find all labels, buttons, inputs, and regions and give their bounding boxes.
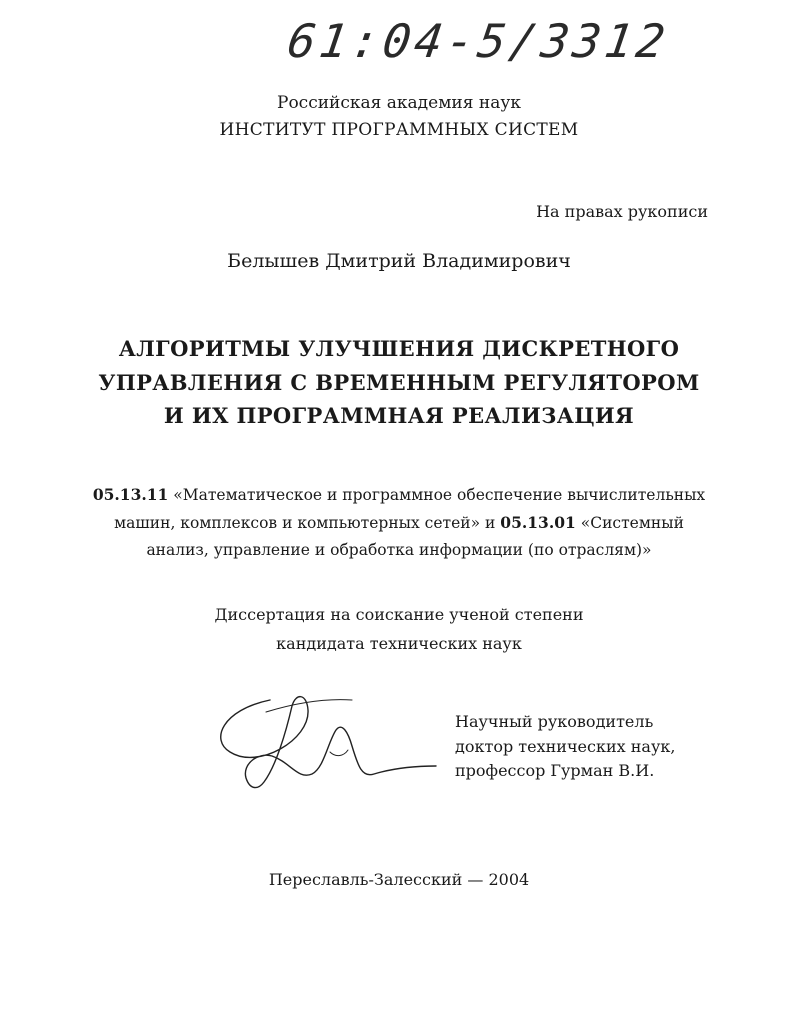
specialty-line-2-text: машин, комплексов и компьютерных сетей» и: [114, 514, 496, 532]
institute-name: ИНСТИТУТ ПРОГРАММНЫХ СИСТЕМ: [219, 120, 579, 140]
specialty-code-2: 05.13.01: [500, 513, 576, 532]
handwritten-signature: [212, 686, 437, 798]
specialty-line-1-text: «Математическое и программное обеспечение вычислительных: [173, 486, 706, 504]
supervisor-line-2: доктор технических наук,: [455, 737, 676, 756]
supervisor-line-3: профессор Гурман В.И.: [455, 761, 655, 780]
title-line-1: АЛГОРИТМЫ УЛУЧШЕНИЯ ДИСКРЕТНОГО: [118, 336, 680, 361]
title-line-2: УПРАВЛЕНИЯ С ВРЕМЕННЫМ РЕГУЛЯТОРОМ: [98, 370, 700, 395]
specialty-line-2: [0, 513, 798, 532]
specialty-line-1: [0, 485, 798, 504]
dissertation-degree-line-1: Диссертация на соискание ученой степени: [214, 605, 584, 624]
manuscript-rights-note: На правах рукописи: [536, 202, 708, 221]
academy-name: Российская академия наук: [277, 93, 521, 113]
archive-number-stamp: 61:04-5/3312: [284, 14, 673, 68]
specialty-line-2-tail: «Системный: [580, 514, 684, 532]
specialty-line-3: анализ, управление и обработка информации (по отраслям)»: [146, 541, 652, 559]
title-line-3: И ИХ ПРОГРАММНАЯ РЕАЛИЗАЦИЯ: [163, 403, 635, 428]
author-name: Белышев Дмитрий Владимирович: [227, 250, 571, 272]
place-and-year: Переславль-Залесский — 2004: [268, 870, 530, 889]
specialty-code-1: 05.13.11: [92, 485, 169, 504]
supervisor-line-1: Научный руководитель: [455, 712, 654, 731]
dissertation-degree-line-2: кандидата технических наук: [276, 634, 522, 653]
